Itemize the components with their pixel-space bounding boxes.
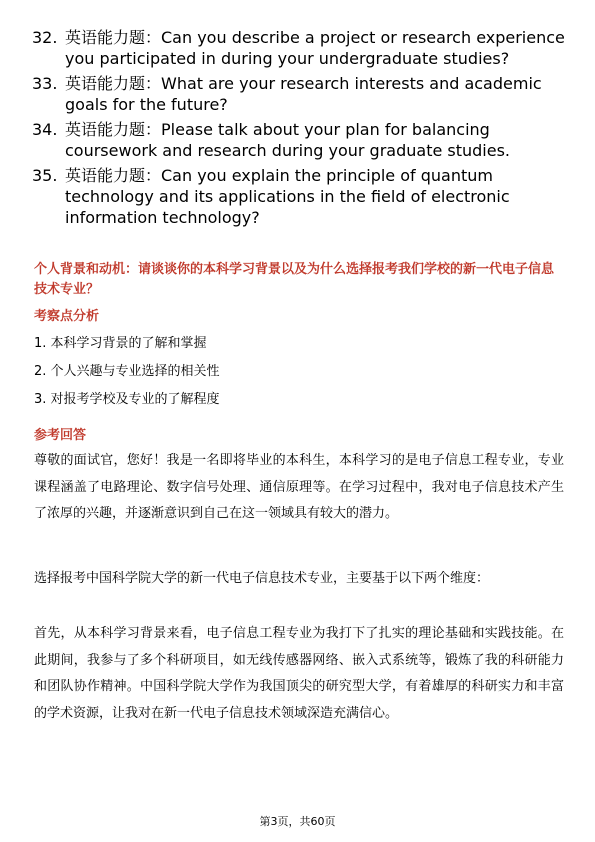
answer-label: 参考回答 <box>34 428 87 443</box>
section-title: 个人背景和动机：请谈谈你的本科学习背景以及为什么选择报考我们学校的新一代电子信息技术专业？ <box>34 262 555 297</box>
question-item <box>32 27 572 69</box>
question-number: 34. <box>32 120 58 139</box>
answer-paragraph: 选择报考中国科学院大学的新一代电子信息技术专业，主要基于以下两个维度： <box>34 571 490 586</box>
analysis-point: 1. 本科学习背景的了解和掌握 <box>34 336 207 351</box>
question-number: 32. <box>32 28 58 47</box>
analysis-point: 2. 个人兴趣与专业选择的相关性 <box>34 364 220 379</box>
answer-paragraph: 首先，从本科学习背景来看，电子信息工程专业为我打下了扎实的理论基础和实践技能。在此期间，我参与了多个科研项目，如无线传感器网络、嵌入式系统等，锻炼了我的科研能力和团队协作精神。中国科学院大学作为我国顶尖的研究型大学，有着雄厚的科研实力和丰富的学术资源，让我对在新一代电子信息技术领域深造充满信心。 <box>34 626 564 721</box>
question-list <box>32 27 572 232</box>
question-item <box>32 73 572 115</box>
question-text: 英语能力题：What are your research interests and academic goals for the future? <box>65 74 542 114</box>
question-number: 33. <box>32 74 58 93</box>
question-item <box>32 165 572 228</box>
question-text: 英语能力题：Can you describe a project or research experience you participated in during your undergraduate studies? <box>65 28 565 68</box>
question-text: 英语能力题：Can you explain the principle of quantum technology and its applications in the field of electronic information technology? <box>65 166 510 227</box>
analysis-point: 3. 对报考学校及专业的了解程度 <box>34 392 220 407</box>
question-item <box>32 119 572 161</box>
analysis-label: 考察点分析 <box>34 309 100 324</box>
page-number: 第3页，共60页 <box>259 815 336 828</box>
question-text: 英语能力题：Please talk about your plan for balancing coursework and research during your graduate studies. <box>65 120 511 160</box>
question-number: 35. <box>32 166 58 185</box>
answer-paragraph: 尊敬的面试官，您好！我是一名即将毕业的本科生，本科学习的是电子信息工程专业，专业课程涵盖了电路理论、数字信号处理、通信原理等。在学习过程中，我对电子信息技术产生了浓厚的兴趣，并逐渐意识到自己在这一领域具有较大的潜力。 <box>34 453 564 521</box>
